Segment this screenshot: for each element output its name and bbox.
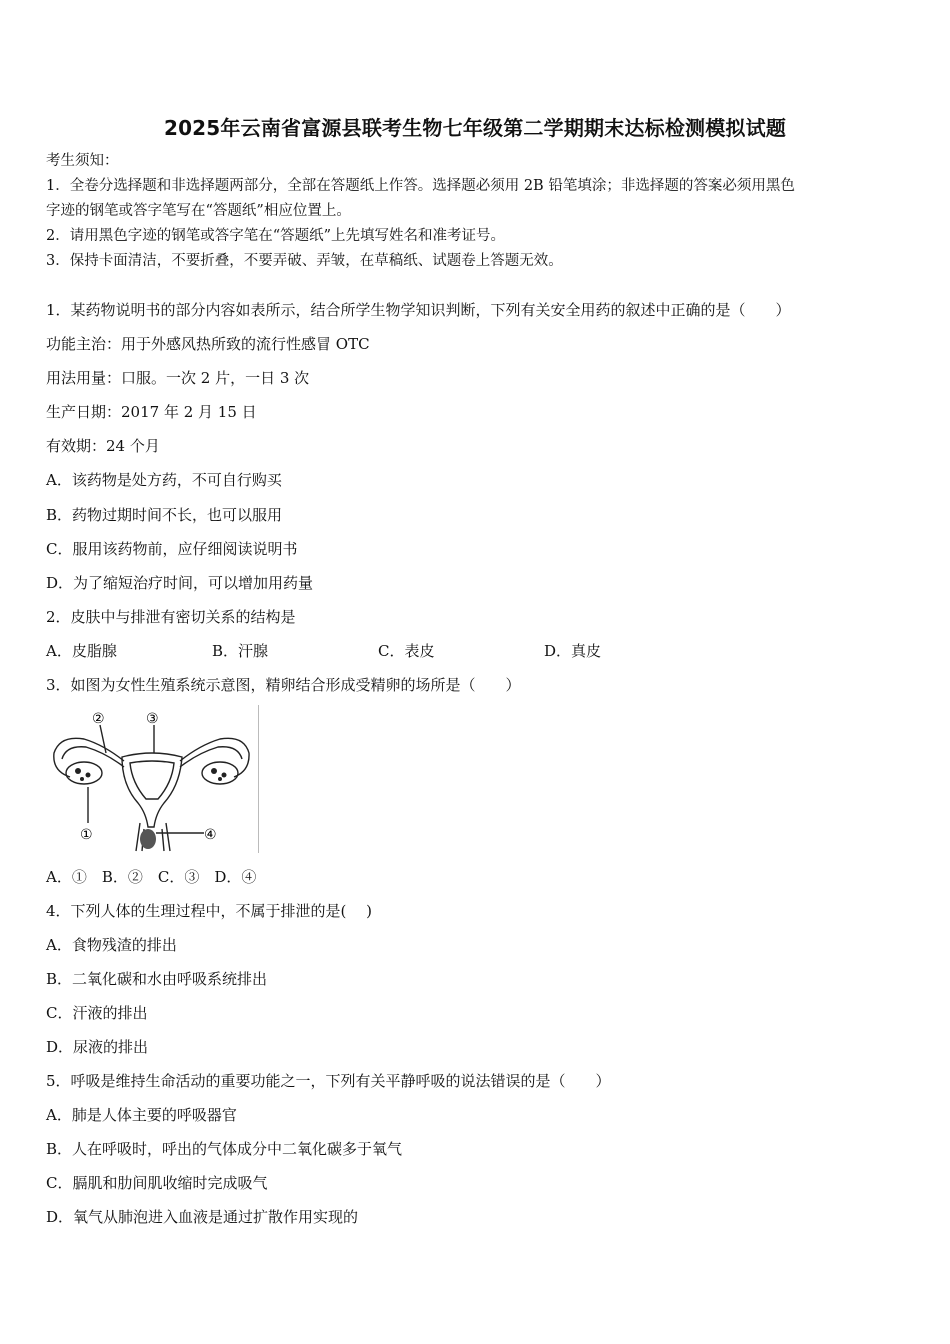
left-fallopian-tube	[54, 738, 124, 777]
q2-options	[46, 641, 601, 661]
uterus-body	[122, 753, 182, 827]
label-1: ①	[80, 827, 93, 843]
label-4: ④	[204, 827, 217, 843]
q2-option-d: D．真皮	[544, 642, 602, 660]
q3-options: A．① B．② C．③ D．④	[46, 868, 257, 886]
uterus-diagram-svg	[44, 705, 258, 853]
q1-option-c: C．服用该药物前，应仔细阅读说明书	[46, 540, 298, 558]
label-3: ③	[146, 711, 159, 727]
q2-option-b: B．汗腺	[212, 642, 269, 660]
q5-option-c: C．膈肌和肋间肌收缩时完成吸气	[46, 1174, 268, 1192]
q4-option-a: A．食物残渣的排出	[46, 936, 177, 954]
q4-option-c: C．汗液的排出	[46, 1004, 148, 1022]
q4-option-b: B．二氧化碳和水由呼吸系统排出	[46, 970, 268, 988]
q5-stem: 5．呼吸是维持生命活动的重要功能之一，下列有关平静呼吸的说法错误的是（ ）	[46, 1072, 611, 1090]
notice-item-1a: 1．全卷分选择题和非选择题两部分，全部在答题纸上作答。选择题必须用 2B 铅笔填涂；非选择题的答案必须用黑色	[46, 178, 795, 194]
q1-option-b: B．药物过期时间不长，也可以服用	[46, 506, 283, 524]
q5-option-d: D．氧气从肺泡进入血液是通过扩散作用实现的	[46, 1208, 359, 1226]
q3-stem: 3．如图为女性生殖系统示意图，精卵结合形成受精卵的场所是（ ）	[46, 676, 521, 694]
q1-info-dosage: 用法用量：口服。一次 2 片，一日 3 次	[46, 369, 310, 387]
q4-option-d: D．尿液的排出	[46, 1038, 149, 1056]
q1-info-date: 生产日期：2017 年 2 月 15 日	[46, 403, 257, 421]
notice-item-3: 3．保持卡面清洁，不要折叠，不要弄破、弄皱，在草稿纸、试题卷上答题无效。	[46, 253, 563, 269]
q2-option-c: C．表皮	[378, 642, 435, 660]
left-ovary	[66, 762, 102, 784]
q2-option-a: A．皮脂腺	[46, 642, 117, 660]
notice-item-2: 2．请用黑色字迹的钢笔或答字笔在“答题纸”上先填写姓名和准考证号。	[46, 228, 506, 244]
q4-stem: 4．下列人体的生理过程中，不属于排泄的是( )	[46, 902, 373, 920]
page-title: 2025年云南省富源县联考生物七年级第二学期期末达标检测模拟试题	[163, 116, 787, 140]
q1-info-function: 功能主治：用于外感风热所致的流行性感冒 OTC	[46, 335, 370, 353]
q1-option-a: A．该药物是处方药，不可自行购买	[46, 471, 282, 489]
q1-info-validity: 有效期：24 个月	[46, 437, 160, 455]
notice-heading: 考生须知：	[46, 153, 119, 169]
label-2: ②	[92, 711, 105, 727]
q5-option-a: A．肺是人体主要的呼吸器官	[46, 1106, 237, 1124]
q1-stem: 1．某药物说明书的部分内容如表所示，结合所学生物学知识判断，下列有关安全用药的叙述中正确的是（ ）	[46, 301, 791, 319]
q5-option-b: B．人在呼吸时，呼出的气体成分中二氧化碳多于氧气	[46, 1140, 403, 1158]
q1-option-d: D．为了缩短治疗时间，可以增加用药量	[46, 574, 314, 592]
notice-item-1b: 字迹的钢笔或答字笔写在“答题纸”相应位置上。	[46, 203, 351, 219]
reproductive-system-diagram	[44, 705, 259, 853]
q2-stem: 2．皮肤中与排泄有密切关系的结构是	[46, 608, 296, 626]
